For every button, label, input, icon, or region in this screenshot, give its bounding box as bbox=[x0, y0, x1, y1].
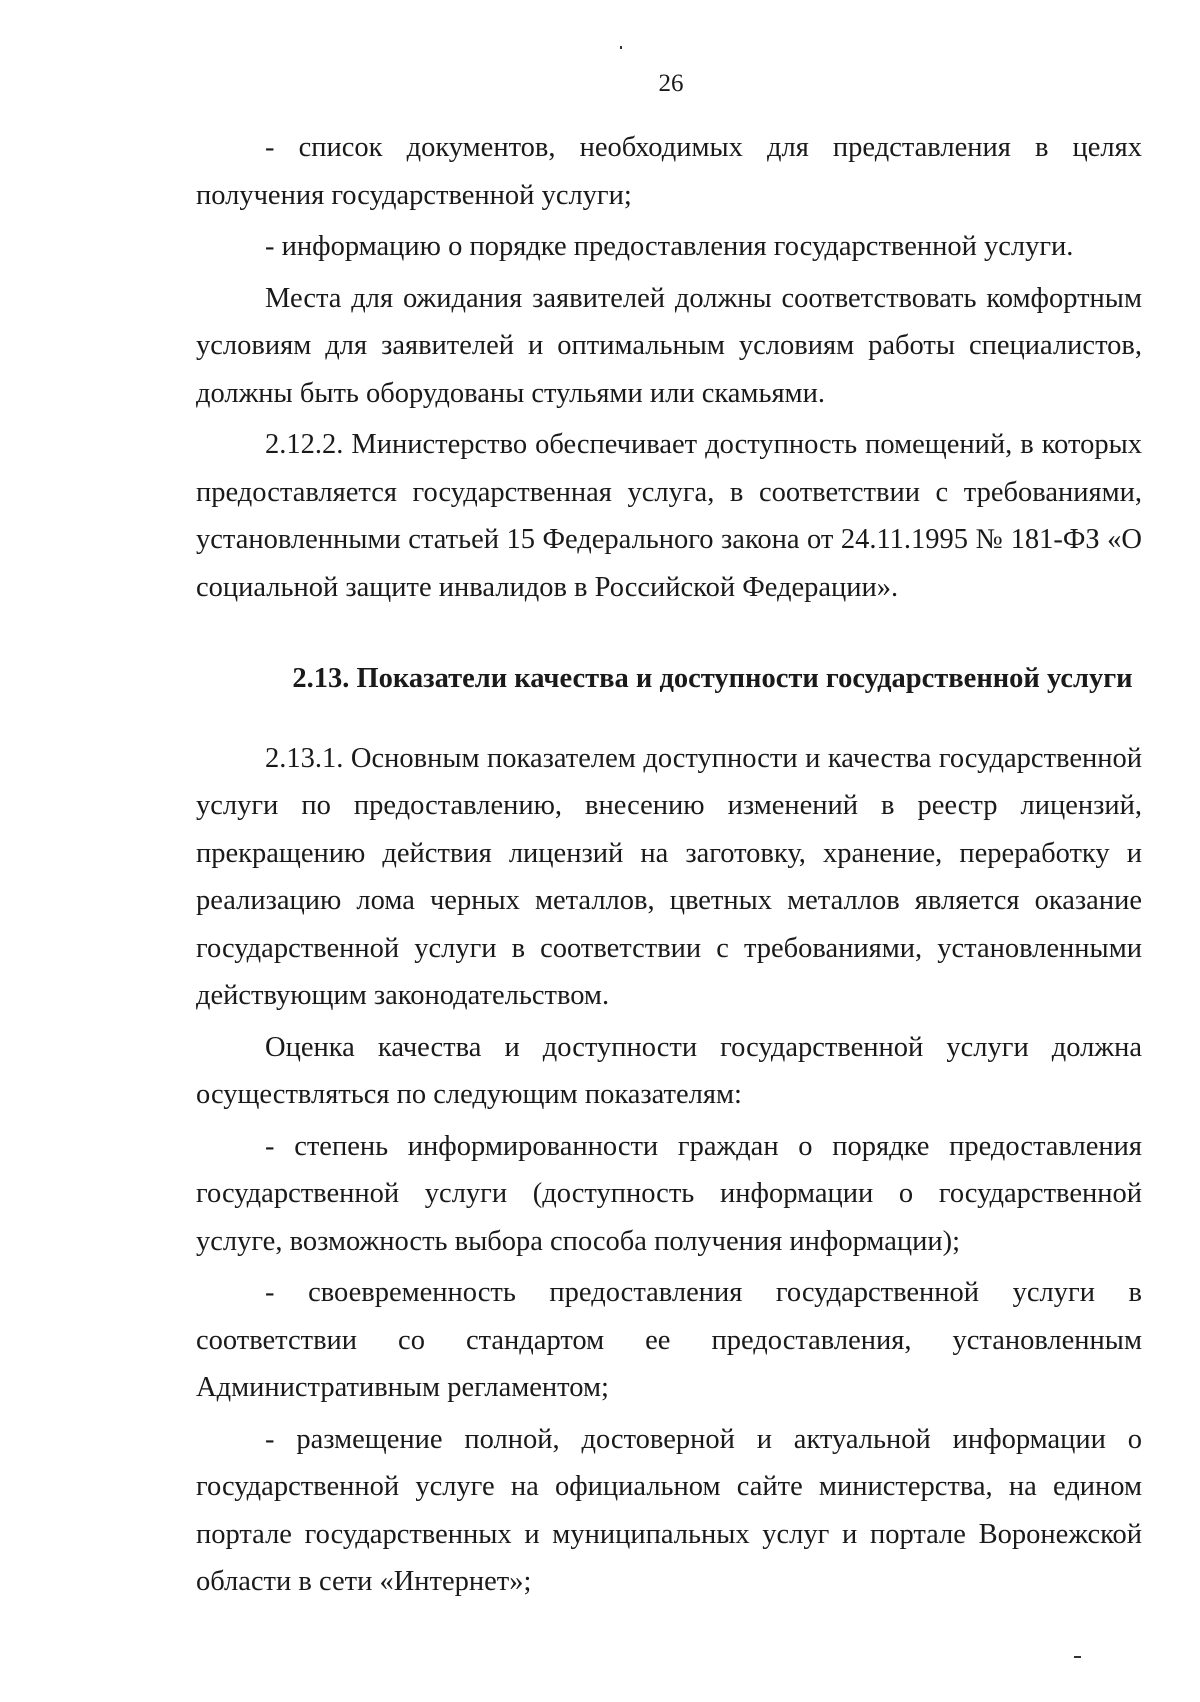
paragraph-waiting-places: Места для ожидания заявителей должны соответствовать комфортным условиям для заявителей и оптимальным условиям работы специалистов, должны быть оборудованы стульями или скамьями. bbox=[196, 282, 1142, 409]
page-number: 26 bbox=[658, 70, 684, 97]
paragraph-2-13-1: 2.13.1. Основным показателем доступности и качества государственной услуги по предоставлению, внесению изменений в реестр лицензий, прекращению действия лицензий на заготовку, хранение, переработку и реализацию лома черных металлов, цветных металлов является оказание государственной услуги в соответствии с требованиями, установленными действующим законодательством. bbox=[196, 742, 1142, 1011]
scan-speck bbox=[1074, 1656, 1081, 1658]
document-body bbox=[196, 124, 1142, 1610]
paragraph-2-12-2: 2.12.2. Министерство обеспечивает доступность помещений, в которых предоставляется государственная услуга, в соответствии с требованиями, установленными статьей 15 Федерального закона от 24.11.1995 № 181-ФЗ «О социальной защите инвалидов в Российской Федерации». bbox=[196, 429, 1142, 603]
section-heading: 2.13. Показатели качества и доступности государственной услуги bbox=[292, 663, 1133, 694]
list-item-publication: - размещение полной, достоверной и актуальной информации о государственной услуге на официальном сайте министерства, на едином портале государственных и муниципальных услуг и портале Воронежской области в сети «Интернет»; bbox=[196, 1423, 1142, 1597]
paragraph-evaluation: Оценка качества и доступности государственной услуги должна осуществляться по следующим показателям: bbox=[196, 1031, 1142, 1110]
list-item-timeliness: - своевременность предоставления государственной услуги в соответствии со стандартом ее предоставления, установленным Административным регламентом; bbox=[196, 1277, 1142, 1403]
scan-speck bbox=[620, 46, 622, 49]
list-item-documents: - список документов, необходимых для представления в целях получения государственной услуги; bbox=[196, 132, 1142, 211]
list-item-awareness: - степень информированности граждан о порядке предоставления государственной услуги (доступность информации о государственной услуге, возможность выбора способа получения информации); bbox=[196, 1130, 1142, 1257]
list-item-information: - информацию о порядке предоставления государственной услуги. bbox=[265, 231, 1074, 262]
